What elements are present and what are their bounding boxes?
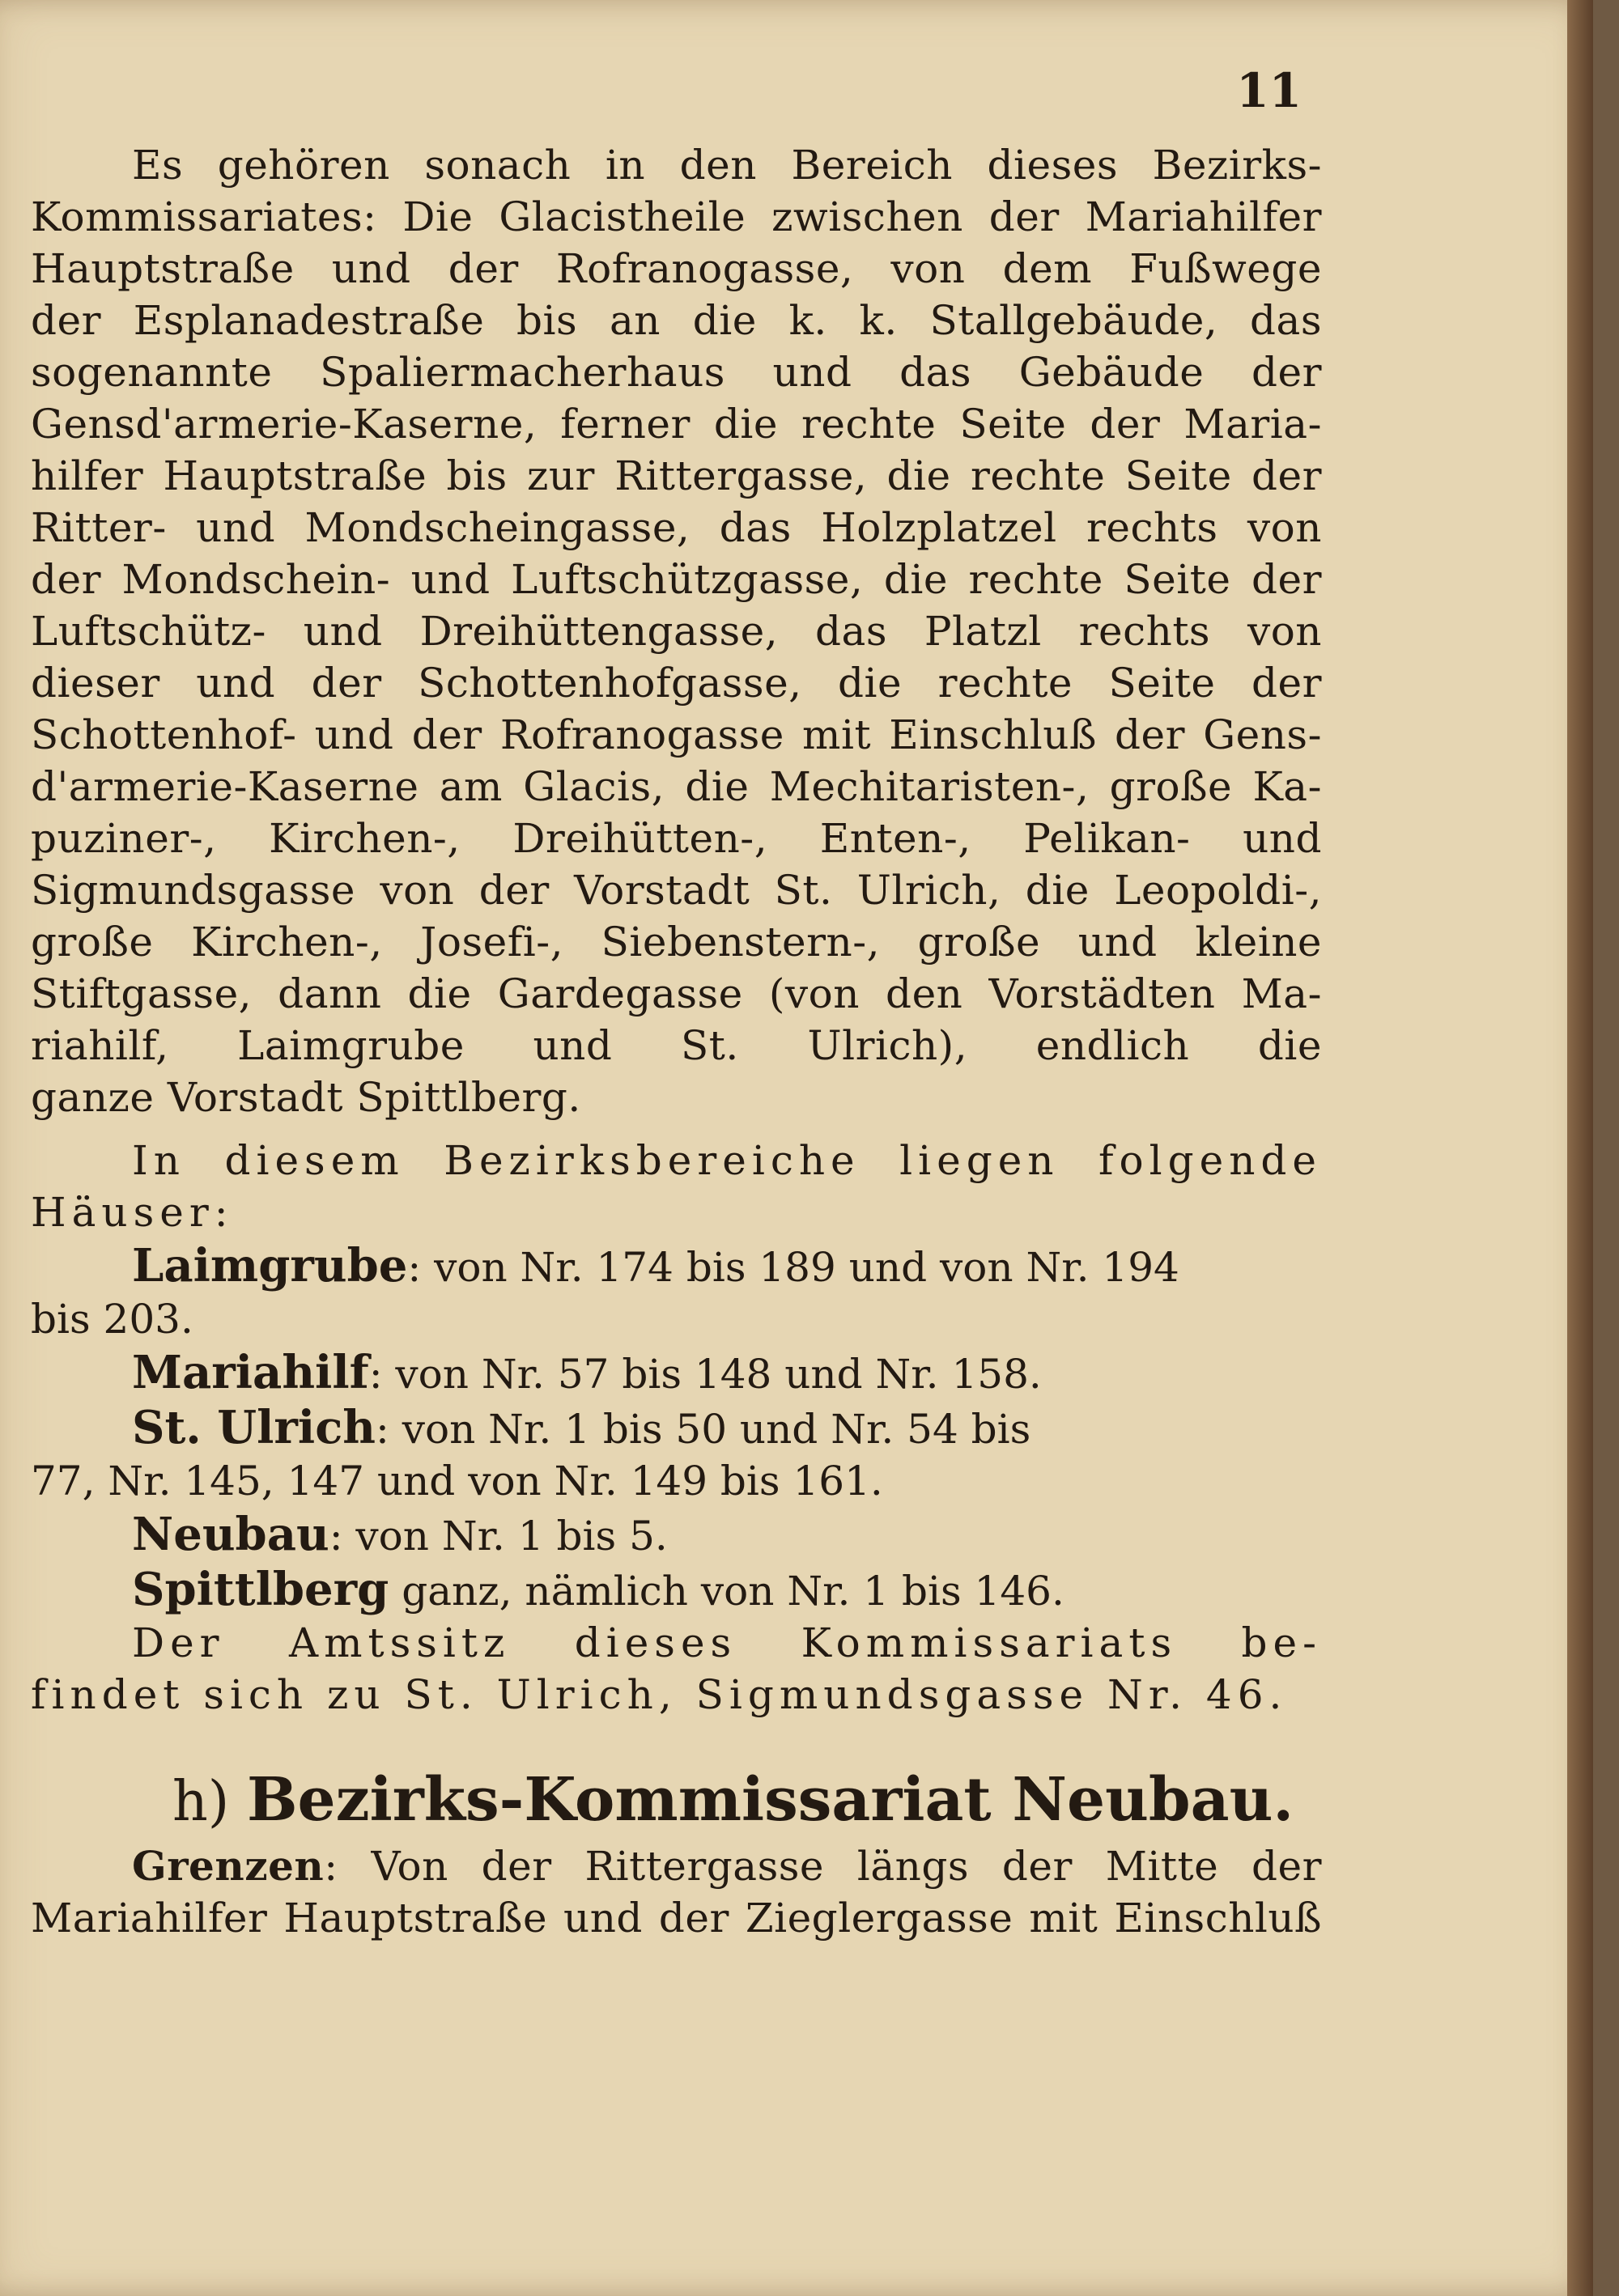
paragraph-houses-intro xyxy=(31,1135,1322,1238)
text-line xyxy=(31,1840,1322,1892)
text-line: Mariahilfer Hauptstraße und der Zieglergasse mit Einschluß xyxy=(31,1895,1322,1942)
house-numbers: : von Nr. 1 bis 5. xyxy=(329,1513,668,1560)
house-numbers: ganz, nämlich von Nr. 1 bis 146. xyxy=(389,1568,1064,1615)
house-entry-neubau xyxy=(31,1507,1322,1562)
text-line: Der Amtssitz dieses Kommissariats be- xyxy=(132,1619,1322,1666)
text-line: dieser und der Schottenhofgasse, die rechte Seite der xyxy=(31,660,1322,707)
house-numbers: : von Nr. 1 bis 50 und Nr. 54 bis xyxy=(376,1406,1031,1453)
page-edge xyxy=(1567,0,1593,2296)
text-line: Sigmundsgasse von der Vorstadt St. Ulrich, die Leopoldi-, xyxy=(31,867,1322,914)
boundaries-text: : Von der Rittergasse längs der Mitte der xyxy=(324,1843,1322,1890)
text-line: sogenannte Spaliermacherhaus und das Gebäude der xyxy=(31,349,1322,396)
text-line: Ritter- und Mondscheingasse, das Holzplatzel rechts von xyxy=(31,504,1322,551)
district-name: Neubau xyxy=(132,1508,329,1561)
text-line: hilfer Hauptstraße bis zur Rittergasse, die rechte Seite der xyxy=(31,452,1322,499)
paragraph-gap xyxy=(31,1123,1322,1135)
house-entry-spittlberg xyxy=(31,1562,1322,1617)
text-line: Gensd'armerie-Kaserne, ferner die rechte Seite der Maria- xyxy=(31,401,1322,448)
text-line: Kommissariates: Die Glacistheile zwischen der Mariahilfer xyxy=(31,193,1322,240)
page-text xyxy=(31,139,1322,1944)
text-line: Häuser: xyxy=(31,1189,234,1236)
boundaries-label: Grenzen xyxy=(132,1842,325,1890)
text-line: puziner-, Kirchen-, Dreihütten-, Enten-, Pelikan- und xyxy=(31,815,1322,862)
house-entry-mariahilf xyxy=(31,1345,1322,1400)
text-line: Es gehören sonach in den Bereich dieses Bezirks- xyxy=(132,142,1322,189)
section-heading xyxy=(31,1759,1322,1840)
paragraph-district-scope xyxy=(31,139,1322,1123)
house-entry-continuation: bis 203. xyxy=(31,1296,193,1343)
text-line: der Esplanadestraße bis an die k. k. Stallgebäude, das xyxy=(31,297,1322,344)
house-numbers: : von Nr. 57 bis 148 und Nr. 158. xyxy=(368,1351,1042,1398)
house-entry-laimgrube xyxy=(31,1238,1322,1293)
text-line: der Mondschein- und Luftschützgasse, die rechte Seite der xyxy=(31,556,1322,603)
paragraph-boundaries xyxy=(31,1840,1322,1944)
text-line: Stiftgasse, dann die Gardegasse (von den Vorstädten Ma- xyxy=(31,970,1322,1017)
district-name: Spittlberg xyxy=(132,1563,389,1616)
district-name: Laimgrube xyxy=(132,1239,408,1292)
paragraph-office-seat xyxy=(31,1617,1322,1721)
text-line: Hauptstraße und der Rofranogasse, von dem Fußwege xyxy=(31,245,1322,292)
text-line: In diesem Bezirksbereiche liegen folgende xyxy=(132,1137,1322,1184)
house-numbers: : von Nr. 174 bis 189 und von Nr. 194 xyxy=(407,1244,1179,1291)
text-line: findet sich zu St. Ulrich, Sigmundsgasse Nr. 46. xyxy=(31,1671,1288,1718)
section-letter: h) xyxy=(172,1770,230,1834)
house-list xyxy=(31,1238,1322,1617)
text-line: Schottenhof- und der Rofranogasse mit Einschluß der Gens- xyxy=(31,711,1322,758)
text-line: ganze Vorstadt Spittlberg. xyxy=(31,1074,581,1121)
district-name: Mariahilf xyxy=(132,1346,369,1399)
house-entry-continuation: 77, Nr. 145, 147 und von Nr. 149 bis 161. xyxy=(31,1458,883,1504)
text-line: d'armerie-Kaserne am Glacis, die Mechitaristen-, große Ka- xyxy=(31,763,1322,810)
text-line: riahilf, Laimgrube und St. Ulrich), endlich die xyxy=(31,1022,1322,1069)
district-name: St. Ulrich xyxy=(132,1401,376,1454)
section-title: Bezirks-Kommissariat Neubau. xyxy=(246,1765,1294,1835)
page-number: 11 xyxy=(1236,63,1302,118)
house-entry-st-ulrich xyxy=(31,1400,1322,1455)
text-line: Luftschütz- und Dreihüttengasse, das Platzl rechts von xyxy=(31,608,1322,655)
text-line: große Kirchen-, Josefi-, Siebenstern-, große und kleine xyxy=(31,919,1322,966)
